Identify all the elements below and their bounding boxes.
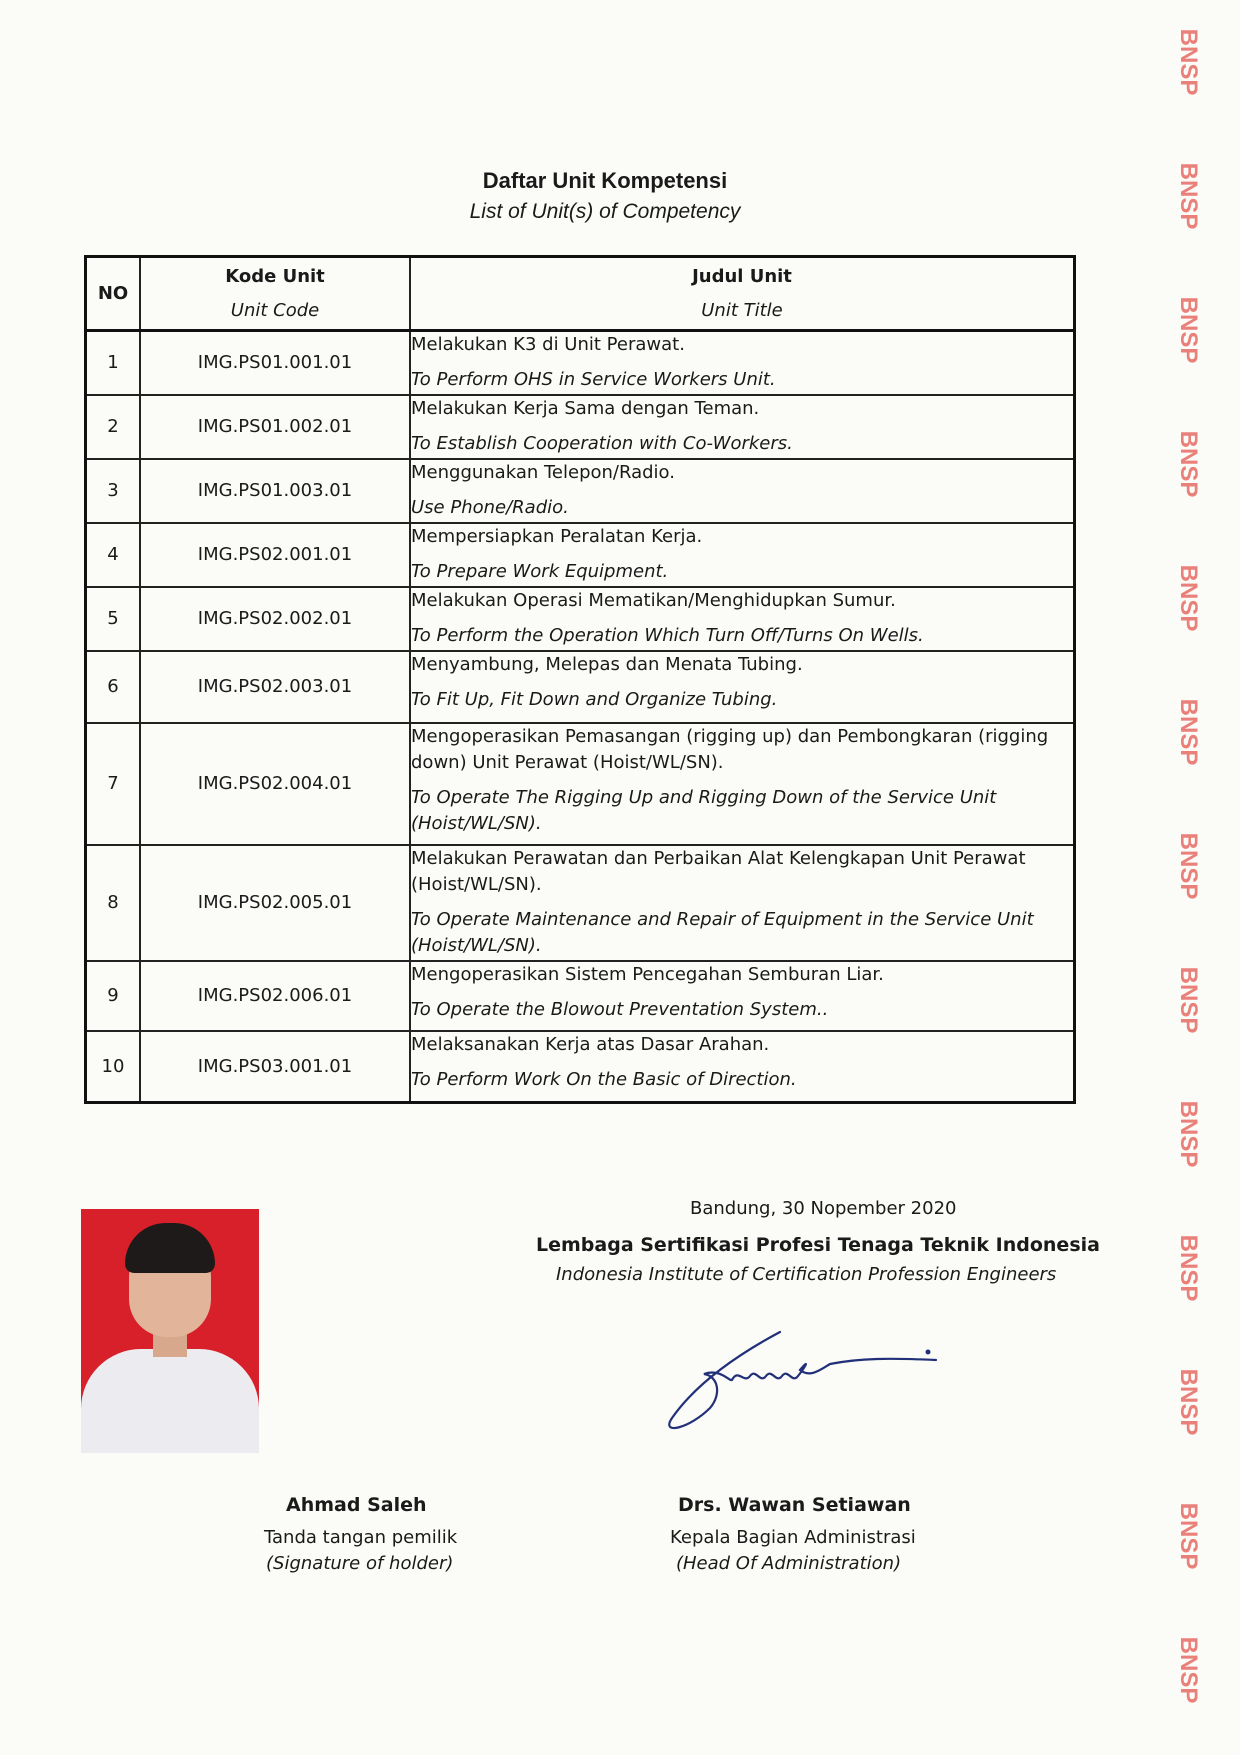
watermark-bnsp: BNSP [1175,832,1202,900]
officer-name: Drs. Wawan Setiawan [678,1494,911,1516]
table-row [86,1031,1075,1103]
place-date: Bandung, 30 Nopember 2020 [690,1198,957,1219]
unit-title [410,961,1075,1031]
unit-title-id: Menggunakan Telepon/Radio. [411,461,675,483]
header-unit-code-label: Kode Unit [225,266,325,287]
unit-title-en: To Operate the Blowout Preventation System.. [411,998,829,1020]
unit-code: IMG.PS02.005.01 [140,845,410,961]
watermark-bnsp: BNSP [1175,1636,1202,1704]
header-no: NO [86,257,141,331]
watermark-bnsp: BNSP [1175,1234,1202,1302]
document-subtitle: List of Unit(s) of Competency [469,200,741,223]
unit-code: IMG.PS02.004.01 [140,723,410,845]
officer-role: Kepala Bagian Administrasi [670,1527,916,1548]
document-header [0,168,1210,224]
row-number: 1 [86,331,141,395]
watermark-bnsp: BNSP [1175,966,1202,1034]
watermark-bnsp: BNSP [1175,28,1202,96]
unit-title-en: Use Phone/Radio. [411,496,569,518]
unit-title [410,1031,1075,1103]
watermark-bnsp: BNSP [1175,430,1202,498]
unit-title-id: Melaksanakan Kerja atas Dasar Arahan. [411,1033,770,1055]
unit-title [410,845,1075,961]
unit-title [410,651,1075,723]
header-unit-code-label-en: Unit Code [230,300,320,321]
table-row [86,723,1075,845]
unit-title [410,523,1075,587]
watermark-bnsp: BNSP [1175,1368,1202,1436]
unit-title-id: Melakukan Perawatan dan Perbaikan Alat Kelengkapan Unit Perawat (Hoist/WL/SN). [411,847,1026,895]
unit-title-id: Mengoperasikan Pemasangan (rigging up) dan Pembongkaran (rigging down) Unit Perawat (Hoist/WL/SN). [411,725,1049,773]
row-number: 9 [86,961,141,1031]
document-title: Daftar Unit Kompetensi [482,168,728,193]
unit-title-id: Menyambung, Melepas dan Menata Tubing. [411,653,803,675]
unit-title-id: Mempersiapkan Peralatan Kerja. [411,525,703,547]
unit-title-en: To Prepare Work Equipment. [411,560,669,582]
header-unit-code [140,257,410,331]
unit-title-en: To Fit Up, Fit Down and Organize Tubing. [411,688,778,710]
row-number: 2 [86,395,141,459]
row-number: 8 [86,845,141,961]
holder-name: Ahmad Saleh [286,1494,427,1516]
competency-units-table [84,255,1076,1104]
unit-title-en: To Perform OHS in Service Workers Unit. [411,369,776,390]
table-row [86,651,1075,723]
unit-title [410,395,1075,459]
unit-code: IMG.PS01.003.01 [140,459,410,523]
table-row [86,845,1075,961]
watermark-bnsp: BNSP [1175,1100,1202,1168]
row-number: 5 [86,587,141,651]
table-row [86,587,1075,651]
unit-title-en: To Perform Work On the Basic of Direction. [411,1068,797,1090]
watermark-bnsp: BNSP [1175,162,1202,230]
row-number: 7 [86,723,141,845]
unit-title [410,723,1075,845]
unit-code: IMG.PS03.001.01 [140,1031,410,1103]
watermark-bnsp: BNSP [1175,698,1202,766]
table-row [86,961,1075,1031]
unit-title-en: To Perform the Operation Which Turn Off/Turns On Wells. [411,624,924,646]
unit-title-en: To Operate The Rigging Up and Rigging Down of the Service Unit (Hoist/WL/SN). [411,786,997,834]
watermark-bnsp: BNSP [1175,296,1202,364]
watermark-bnsp: BNSP [1175,564,1202,632]
organization-name-en: Indonesia Institute of Certification Profession Engineers [556,1264,1057,1285]
unit-code: IMG.PS01.001.01 [140,331,410,395]
photo-shirt [81,1349,259,1453]
table-header-row [86,257,1075,331]
unit-title-id: Mengoperasikan Sistem Pencegahan Semburan Liar. [411,963,884,985]
organization-name: Lembaga Sertifikasi Profesi Tenaga Teknik Indonesia [536,1234,1100,1256]
unit-title-en: To Operate Maintenance and Repair of Equipment in the Service Unit (Hoist/WL/SN). [411,908,1034,956]
unit-title-en: To Establish Cooperation with Co-Workers. [411,432,793,454]
unit-code: IMG.PS02.001.01 [140,523,410,587]
holder-role-en: (Signature of holder) [266,1553,454,1574]
unit-title-id: Melakukan Operasi Mematikan/Menghidupkan Sumur. [411,589,896,611]
officer-role-en: (Head Of Administration) [676,1553,902,1574]
unit-title [410,459,1075,523]
header-unit-title-label-en: Unit Title [701,300,783,321]
unit-title-id: Melakukan Kerja Sama dengan Teman. [411,397,760,419]
table-row [86,459,1075,523]
table-row [86,523,1075,587]
header-unit-title [410,257,1075,331]
photo-hair [125,1223,215,1273]
unit-title [410,587,1075,651]
table-row [86,395,1075,459]
row-number: 6 [86,651,141,723]
table-row [86,331,1075,395]
officer-signature [660,1318,960,1438]
header-unit-title-label: Judul Unit [692,266,792,287]
row-number: 4 [86,523,141,587]
unit-code: IMG.PS02.002.01 [140,587,410,651]
watermark-bnsp: BNSP [1175,1502,1202,1570]
unit-code: IMG.PS02.003.01 [140,651,410,723]
unit-code: IMG.PS02.006.01 [140,961,410,1031]
unit-title [410,331,1075,395]
unit-code: IMG.PS01.002.01 [140,395,410,459]
row-number: 10 [86,1031,141,1103]
holder-photo [81,1209,259,1453]
holder-role: Tanda tangan pemilik [264,1527,458,1548]
table-body [86,331,1075,1103]
unit-title-id: Melakukan K3 di Unit Perawat. [411,334,685,355]
row-number: 3 [86,459,141,523]
